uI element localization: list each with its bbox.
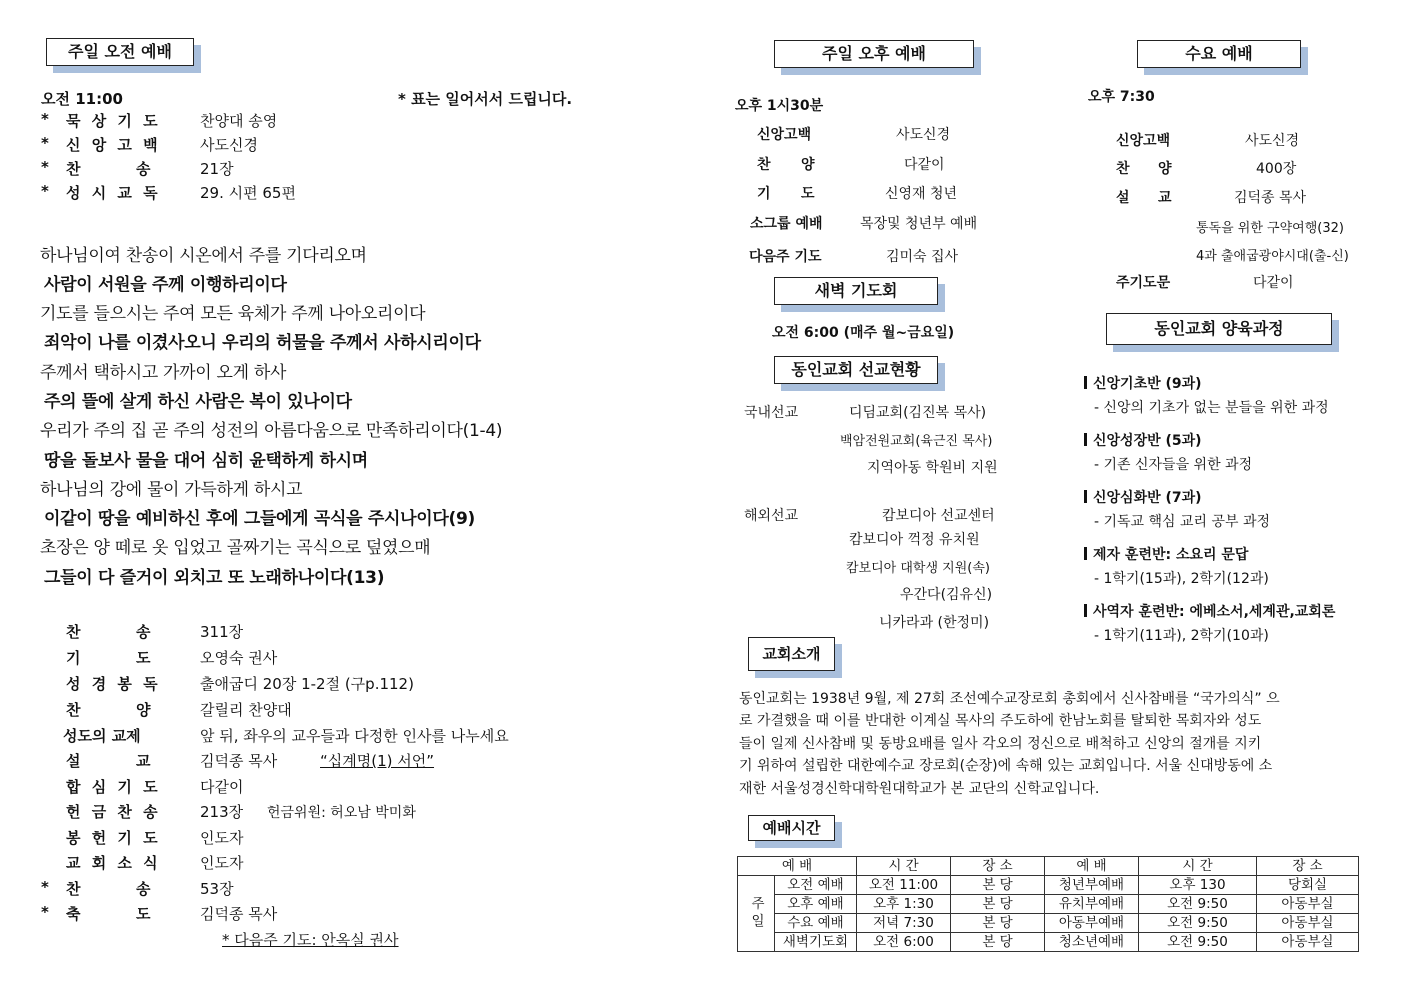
- order-value: 213장: [200, 803, 244, 821]
- afternoon-label: 신앙고백: [757, 127, 812, 143]
- domestic-label: 국내선교: [744, 405, 799, 421]
- morning-service-title: 주일 오전 예배: [46, 38, 194, 66]
- sermon-title: “십계명(1) 서언”: [320, 752, 435, 770]
- order-label: 찬: [66, 880, 81, 898]
- afternoon-label: 기: [757, 186, 771, 202]
- wednesday-time: 오후 7:30: [1088, 89, 1155, 105]
- table-cell: 아동부실: [1257, 933, 1359, 952]
- wednesday-label: 주기도문: [1116, 275, 1171, 291]
- morning-time: 오전 11:00: [41, 90, 123, 108]
- order-value: 311장: [200, 623, 244, 641]
- order-value: 찬양대 송영: [200, 112, 278, 130]
- table-cell: 오전 9:50: [1139, 914, 1257, 933]
- course-name: [1084, 373, 1202, 393]
- bullet-bar: [1084, 433, 1087, 446]
- church-intro-title: 교회소개: [748, 637, 835, 671]
- order-label: 교 회 소 식: [66, 854, 161, 872]
- order-label: 성 시 교 독: [66, 184, 161, 202]
- order-value: 21장: [200, 160, 234, 178]
- order-label-end: 송: [136, 160, 151, 178]
- order-label: 찬: [66, 623, 81, 641]
- mission-title: 동인교회 선교현황: [774, 356, 938, 384]
- mission-item: 캄보디아 대학생 지원(속): [846, 561, 990, 576]
- intro-line: 들이 일제 신사참배 및 동방요배를 일사 각오의 정신으로 배척하고 신앙의 절개를 지키: [739, 736, 1262, 752]
- order-label: 설: [66, 752, 81, 770]
- wednesday-label: 설: [1116, 190, 1130, 206]
- afternoon-time: 오후 1시30분: [735, 98, 824, 114]
- order-label-end: 송: [136, 623, 151, 641]
- psalm-line: 그들이 다 즐거이 외치고 또 노래하나이다(13): [44, 568, 385, 588]
- course-desc: - 1학기(11과), 2학기(10과): [1094, 628, 1269, 644]
- afternoon-value: 목장및 청년부 예배: [860, 216, 978, 232]
- wednesday-value: 김덕종 목사: [1234, 190, 1307, 206]
- worship-schedule-table: [737, 856, 1359, 952]
- table-cell: 당회실: [1257, 876, 1359, 895]
- order-label: 축: [66, 905, 81, 923]
- mission-item: 니카라과 (한정미): [879, 615, 990, 631]
- mission-item: 지역아동 학원비 지원: [867, 460, 998, 476]
- standing-mark: *: [41, 878, 49, 896]
- psalm-line: 기도를 들으시는 주여 모든 육체가 주께 나아오리이다: [40, 304, 426, 324]
- table-cell: 오전 9:50: [1139, 895, 1257, 914]
- mission-item: 우간다(김유신): [900, 587, 993, 603]
- order-label: 합 심 기 도: [66, 778, 161, 796]
- order-label: 묵 상 기 도: [66, 112, 161, 130]
- table-cell: 오전 11:00: [857, 876, 951, 895]
- order-value: 다같이: [200, 778, 244, 796]
- psalm-line: 주의 뜰에 살게 하신 사람은 복이 있나이다: [44, 392, 352, 412]
- afternoon-value: 다같이: [904, 157, 945, 173]
- order-value: 김덕종 목사: [200, 905, 278, 923]
- table-row: [738, 895, 1359, 914]
- mission-item: 백암전원교회(육근진 목사): [840, 434, 993, 449]
- table-cell: 본 당: [951, 914, 1045, 933]
- intro-line: 재한 서울성경신학대학원대학교가 본 교단의 신학교입니다.: [739, 781, 1100, 797]
- afternoon-label-end: 도: [801, 186, 815, 202]
- bullet-bar: [1084, 604, 1087, 617]
- psalm-line: 우리가 주의 집 곧 주의 성전의 아름다움으로 만족하리이다(1-4): [40, 421, 503, 441]
- order-label-end: 도: [136, 649, 151, 667]
- intro-line: 동인교회는 1938년 9월, 제 27회 조선예수교장로회 총회에서 신사참배를 “국가의식” 으: [739, 691, 1280, 707]
- wednesday-label: 찬: [1116, 161, 1130, 177]
- order-label: 헌 금 찬 송: [66, 803, 161, 821]
- next-week-prayer: * 다음주 기도: 안옥실 권사: [222, 931, 399, 949]
- header-cell: 시 간: [857, 857, 951, 876]
- psalm-line: 땅을 돌보사 물을 대어 심히 윤택하게 하시며: [44, 451, 368, 471]
- afternoon-label-end: 양: [801, 157, 815, 173]
- sermon-subtitle: 통독을 위한 구약여행(32): [1196, 221, 1344, 236]
- table-cell: 아동부예배: [1045, 914, 1139, 933]
- order-label: 찬: [66, 701, 81, 719]
- overseas-label: 해외선교: [744, 508, 799, 524]
- course-desc: - 기존 신자들을 위한 과정: [1094, 457, 1253, 473]
- table-cell: 오후 예배: [775, 895, 857, 914]
- table-row: [738, 876, 1359, 895]
- wednesday-value: 400장: [1256, 161, 1297, 177]
- wednesday-service-title: 수요 예배: [1137, 40, 1301, 68]
- intro-line: 로 가결했을 때 이를 반대한 이계실 목사의 주도하에 한남노회를 탈퇴한 목회자와 성도: [739, 713, 1262, 729]
- afternoon-value: 김미숙 집사: [886, 249, 959, 265]
- table-cell: 저녁 7:30: [857, 914, 951, 933]
- course-desc: - 1학기(15과), 2학기(12과): [1094, 571, 1269, 587]
- header-cell: 장 소: [951, 857, 1045, 876]
- order-value: 앞 뒤, 좌우의 교우들과 다정한 인사를 나누세요: [200, 727, 509, 745]
- wednesday-label-end: 교: [1158, 190, 1172, 206]
- wednesday-value: 사도신경: [1245, 133, 1300, 149]
- standing-mark: *: [41, 110, 49, 128]
- order-label: 신 앙 고 백: [66, 136, 161, 154]
- order-value: 오영숙 권사: [200, 649, 278, 667]
- order-value: 김덕종 목사: [200, 752, 278, 770]
- psalm-line: 하나님이여 찬송이 시온에서 주를 기다리오며: [40, 246, 367, 266]
- intro-line: 기 위하여 설립한 대한예수교 장로회(순장)에 속해 있는 교회입니다. 서울 신대방동에 소: [739, 758, 1273, 774]
- course-name-text: 제자 훈련반: 소요리 문답: [1093, 547, 1249, 563]
- table-cell: 아동부실: [1257, 895, 1359, 914]
- table-cell: 오전 9:50: [1139, 933, 1257, 952]
- table-cell: 유치부예배: [1045, 895, 1139, 914]
- course-name-text: 사역자 훈련반: 에베소서,세계관,교회론: [1093, 604, 1336, 620]
- afternoon-label: 소그룹 예배: [750, 216, 823, 232]
- sermon-subtitle: 4과 출애굽광야시대(출-신): [1196, 249, 1349, 264]
- order-value: 29. 시편 65편: [200, 184, 296, 202]
- table-row: [738, 933, 1359, 952]
- table-cell: 청년부예배: [1045, 876, 1139, 895]
- header-cell: 시 간: [1139, 857, 1257, 876]
- psalm-line: 하나님의 강에 물이 가득하게 하시고: [40, 480, 303, 500]
- table-header-row: [738, 857, 1359, 876]
- course-name: [1084, 430, 1202, 450]
- order-value: 인도자: [200, 829, 244, 847]
- psalm-line: 주께서 택하시고 가까이 오게 하사: [40, 363, 287, 383]
- table-cell: 오전 6:00: [857, 933, 951, 952]
- dawn-prayer-title: 새벽 기도회: [774, 277, 938, 305]
- course-desc: - 신앙의 기초가 없는 분들을 위한 과정: [1094, 400, 1329, 416]
- table-cell: 본 당: [951, 933, 1045, 952]
- order-label: 기: [66, 649, 81, 667]
- mission-item: 캄보디아 선교센터: [882, 508, 995, 524]
- order-label-end: 양: [136, 701, 151, 719]
- psalm-line: 이같이 땅을 예비하신 후에 그들에게 곡식을 주시나이다(9): [44, 509, 475, 529]
- standing-mark: *: [41, 134, 49, 152]
- psalm-line: 사람이 서원을 주께 이행하리이다: [44, 275, 287, 295]
- table-cell: 오전 예배: [775, 876, 857, 895]
- course-name: [1084, 487, 1202, 507]
- standing-mark: *: [41, 158, 49, 176]
- afternoon-value: 사도신경: [896, 127, 951, 143]
- afternoon-label: 찬: [757, 157, 771, 173]
- table-cell: 아동부실: [1257, 914, 1359, 933]
- order-label-end: 송: [136, 880, 151, 898]
- schedule-title: 예배시간: [748, 815, 835, 841]
- table-cell: 청소년예배: [1045, 933, 1139, 952]
- bullet-bar: [1084, 376, 1087, 389]
- order-value: 53장: [200, 880, 234, 898]
- table-cell: 오후 130: [1139, 876, 1257, 895]
- afternoon-label: 다음주 기도: [749, 249, 822, 265]
- header-cell: 예 배: [738, 857, 857, 876]
- course-name: [1084, 601, 1335, 621]
- wednesday-value: 다같이: [1253, 275, 1294, 291]
- order-label: 성도의 교제: [63, 727, 141, 745]
- order-value: 사도신경: [200, 136, 258, 154]
- order-value: 출애굽디 20장 1-2절 (구p.112): [200, 675, 414, 693]
- order-value: 인도자: [200, 854, 244, 872]
- table-row: [738, 914, 1359, 933]
- mission-item: 디딤교회(김진복 목사): [849, 405, 987, 421]
- order-label-end: 도: [136, 905, 151, 923]
- sunday-group-cell: 주일: [738, 876, 775, 952]
- mission-item: 캄보디아 꺽정 유치원: [849, 532, 980, 548]
- order-value: 갈릴리 찬양대: [200, 701, 292, 719]
- offering-committee: 헌금위원: 허오남 박미화: [267, 805, 416, 821]
- wednesday-label: 신앙고백: [1116, 133, 1171, 149]
- standing-mark: *: [41, 903, 49, 921]
- dawn-prayer-time: 오전 6:00 (매주 월~금요일): [772, 325, 955, 341]
- afternoon-value: 신영재 청년: [885, 186, 958, 202]
- header-cell: 장 소: [1257, 857, 1359, 876]
- table-cell: 수요 예배: [775, 914, 857, 933]
- afternoon-service-title: 주일 오후 예배: [774, 40, 974, 68]
- course-name-text: 신앙성장반 (5과): [1093, 433, 1202, 449]
- table-cell: 오후 1:30: [857, 895, 951, 914]
- table-cell: 본 당: [951, 876, 1045, 895]
- order-label-end: 교: [136, 752, 151, 770]
- header-cell: 예 배: [1045, 857, 1139, 876]
- wednesday-label-end: 양: [1158, 161, 1172, 177]
- training-title: 동인교회 양육과정: [1106, 313, 1332, 345]
- table-cell: 본 당: [951, 895, 1045, 914]
- bullet-bar: [1084, 490, 1087, 503]
- course-name: [1084, 544, 1248, 564]
- table-cell: 새벽기도회: [775, 933, 857, 952]
- bullet-bar: [1084, 547, 1087, 560]
- standing-mark: *: [41, 182, 49, 200]
- standing-note: * 표는 일어서서 드립니다.: [398, 90, 573, 108]
- psalm-line: 죄악이 나를 이겼사오니 우리의 허물을 주께서 사하시리이다: [44, 333, 481, 353]
- order-label: 성 경 봉 독: [66, 675, 161, 693]
- course-name-text: 신앙심화반 (7과): [1093, 490, 1202, 506]
- course-desc: - 기독교 핵심 교리 공부 과정: [1094, 514, 1271, 530]
- course-name-text: 신앙기초반 (9과): [1093, 376, 1202, 392]
- psalm-line: 초장은 양 떼로 옷 입었고 골짜기는 곡식으로 덮였으매: [40, 538, 431, 558]
- order-label: 찬: [66, 160, 81, 178]
- order-label: 봉 헌 기 도: [66, 829, 161, 847]
